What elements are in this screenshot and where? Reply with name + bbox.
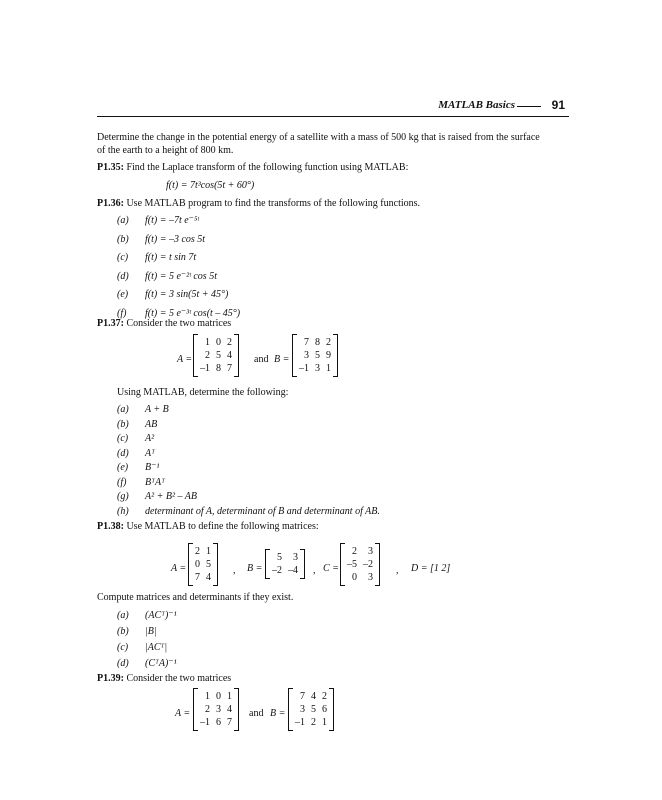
comma: , [313,565,316,576]
matrix-cell: –4 [288,565,298,576]
bracket-corner [333,376,337,377]
matrix-grid [197,690,235,729]
matrix-cell: 4 [206,572,211,583]
matrix-cell: 5 [206,559,211,570]
matrix-grid [296,336,334,375]
matrix-cell: 3 [368,572,373,583]
item-text: B⁻¹ [145,462,160,473]
item-text: f(t) = 5 e⁻³ᵗ cos(t – 45°) [145,307,241,319]
matrix-cell: –1 [200,363,210,374]
matrix-row [296,336,334,349]
matrix-cell: 0 [216,337,221,348]
item-text: f(t) = 3 sin(5t + 45°) [145,289,229,300]
matrix-row [192,558,214,571]
matrix-grid [344,545,376,584]
matrix-cell: 6 [322,704,327,715]
matrix-a-name: A = [171,563,187,574]
item-text: Aᵀ [145,447,155,459]
matrix-grid [197,336,235,375]
matrix-cell: 4 [227,704,232,715]
matrix-b-name: B = [247,563,263,574]
item-label: (c) [117,433,129,444]
matrix-cell: 4 [311,691,316,702]
problem-1-37-prompt: Using MATLAB, determine the following: [117,387,289,398]
matrix-cell: 0 [352,572,357,583]
matrix-row [292,716,330,729]
matrix-row [197,716,235,729]
problem-label: P1.36: [97,198,124,209]
matrix-cell: 2 [311,717,316,728]
bracket-corner [329,730,333,731]
item-text: f(t) = t sin 7t [145,252,197,263]
matrix-cell: 4 [227,350,232,361]
header-divider [97,116,569,117]
matrix-a [193,334,239,377]
matrix-row [192,545,214,558]
bracket-corner [293,376,297,377]
matrix-cell: 2 [205,350,210,361]
matrix-row [344,558,376,571]
matrix-cell: 9 [326,350,331,361]
matrix-row [197,349,235,362]
matrix-a-name: A = [177,354,193,365]
problem-1-38 [97,521,319,533]
item-label: (b) [117,626,129,637]
bracket-corner [194,688,198,689]
matrix-cell: 2 [227,337,232,348]
matrix-row [197,336,235,349]
bracket-corner [234,376,238,377]
item-label: (a) [117,404,129,415]
item-label: (c) [117,252,129,263]
matrix-b [288,688,334,731]
matrix-cell: 3 [293,552,298,563]
matrix-row [269,564,301,577]
bracket-corner [375,543,379,544]
item-text: f(t) = –3 cos 5t [145,233,206,245]
matrix-row [296,362,334,375]
matrix-b-name: B = [274,354,290,365]
item-text: f(t) = –7t e⁻⁵ᵗ [145,215,200,226]
bracket-corner [333,334,337,335]
bracket-corner [341,585,345,586]
item-label: (h) [117,505,129,517]
item-label: (a) [117,215,129,226]
matrix-cell: 1 [326,363,331,374]
matrix-cell: 7 [300,691,305,702]
bracket-corner [194,376,198,377]
bracket-corner [266,578,270,579]
bracket-corner [289,730,293,731]
bracket-corner [194,730,198,731]
matrix-d: D = [1 2] [411,563,451,574]
matrix-cell: –1 [200,717,210,728]
problem-label: P1.39: [97,673,124,684]
bracket-corner [189,585,193,586]
matrix-row [197,362,235,375]
matrix-cell: 2 [352,546,357,557]
problem-label: P1.37: [97,318,124,329]
matrix-cell: 1 [205,691,210,702]
matrix-cell: 2 [195,546,200,557]
header-title: MATLAB Basics [438,99,515,111]
equation-1-35: f(t) = 7t³cos(5t + 60°) [166,180,255,191]
matrix-row [344,545,376,558]
matrix-row [197,690,235,703]
bracket-corner [300,549,304,550]
item-text: (ACᵀ)⁻¹ [145,610,177,621]
matrix-cell: 7 [304,337,309,348]
matrix-b-name: B = [270,708,286,719]
matrix-cell: 3 [315,363,320,374]
problem-label: P1.35: [97,162,124,173]
bracket-corner [289,688,293,689]
matrix-cell: 0 [216,691,221,702]
matrix-row [296,349,334,362]
matrix-row [292,703,330,716]
matrix-grid [292,690,330,729]
matrix-c-name: C = [323,563,339,574]
comma: , [396,565,399,576]
bracket-corner [234,730,238,731]
matrix-row [192,571,214,584]
matrix-cell: 7 [195,572,200,583]
matrix-cell: –2 [272,565,282,576]
problem-text: Find the Laplace transform of the following function using MATLAB: [126,162,409,173]
bracket-corner [375,585,379,586]
matrix-cell: 1 [206,546,211,557]
item-label: (d) [117,447,129,459]
intro-line-2: of the earth to a height of 800 km. [97,145,234,156]
item-text: AB [145,418,158,430]
matrix-row [292,690,330,703]
matrix-cell: 0 [195,559,200,570]
matrix-cell: 2 [322,691,327,702]
matrix-cell: 3 [216,704,221,715]
item-label: (a) [117,610,129,621]
bracket-corner [234,688,238,689]
page-number: 91 [551,98,565,112]
matrix-row [344,571,376,584]
bracket-corner [329,688,333,689]
matrix-b [292,334,338,377]
bracket-corner [341,543,345,544]
item-label: (c) [117,642,129,653]
matrix-cell: –1 [299,363,309,374]
item-text: A² + B² – AB [145,491,197,502]
matrix-a-name: A = [175,708,191,719]
item-text: f(t) = 5 e⁻²ᵗ cos 5t [145,270,217,282]
matrix-cell: –2 [363,559,373,570]
and-text: and [254,354,269,365]
item-label: (e) [117,462,129,473]
bracket-corner [234,334,238,335]
item-text: BᵀAᵀ [145,476,165,488]
matrix-cell: 3 [304,350,309,361]
bracket-corner [213,543,217,544]
matrix-cell: 1 [227,691,232,702]
matrix-cell: 2 [205,704,210,715]
matrix-cell: 7 [227,717,232,728]
bracket-corner [194,334,198,335]
problem-text: Consider the two matrices [126,318,232,329]
item-label: (b) [117,418,129,430]
bracket-corner [213,585,217,586]
running-header [97,99,567,113]
item-label: (b) [117,233,129,245]
matrix-cell: 5 [216,350,221,361]
matrix-row [269,551,301,564]
matrix-cell: –5 [347,559,357,570]
intro-line-1: Determine the change in the potential energy of a satellite with a mass of 500 kg that is raised from the surface [97,132,540,143]
item-label: (f) [117,476,127,488]
and-text: and [249,708,264,719]
problem-1-38-prompt: Compute matrices and determinants if they exist. [97,592,294,603]
item-label: (f) [117,307,127,319]
matrix-cell: 5 [315,350,320,361]
matrix-a [188,543,218,586]
bracket-corner [266,549,270,550]
comma: , [233,565,236,576]
problem-text: Consider the two matrices [126,673,232,684]
item-text: |ACᵀ| [145,642,168,653]
item-text: A² [145,433,155,444]
item-label: (g) [117,491,129,502]
matrix-cell: 1 [322,717,327,728]
matrix-cell: 1 [205,337,210,348]
problem-text: Use MATLAB to define the following matrices: [126,521,319,532]
matrix-cell: 6 [216,717,221,728]
matrix-cell: 8 [216,363,221,374]
bracket-corner [300,578,304,579]
problem-1-37 [97,318,231,330]
matrix-grid [192,545,214,584]
item-label: (e) [117,289,129,300]
problem-1-36 [97,198,420,210]
item-label: (d) [117,658,129,669]
matrix-grid [269,551,301,577]
problem-text: Use MATLAB program to find the transforms of the following functions. [126,198,421,209]
problem-1-39 [97,673,231,685]
item-text: A + B [145,404,169,415]
item-text: |B| [145,626,157,637]
matrix-c [340,543,380,586]
item-text: (CᵀA)⁻¹ [145,658,177,669]
matrix-cell: 8 [315,337,320,348]
item-text: determinant of A, determinant of B and determinant of AB. [145,505,380,517]
matrix-cell: 3 [368,546,373,557]
matrix-cell: 5 [311,704,316,715]
bracket-corner [189,543,193,544]
header-rule [517,106,541,107]
item-label: (d) [117,270,129,282]
matrix-b [265,549,305,579]
bracket-corner [293,334,297,335]
matrix-cell: 3 [300,704,305,715]
matrix-cell: 2 [326,337,331,348]
matrix-cell: 5 [277,552,282,563]
matrix-row [197,703,235,716]
matrix-a [193,688,239,731]
matrix-cell: 7 [227,363,232,374]
matrix-cell: –1 [295,717,305,728]
problem-label: P1.38: [97,521,124,532]
problem-1-35 [97,162,408,174]
